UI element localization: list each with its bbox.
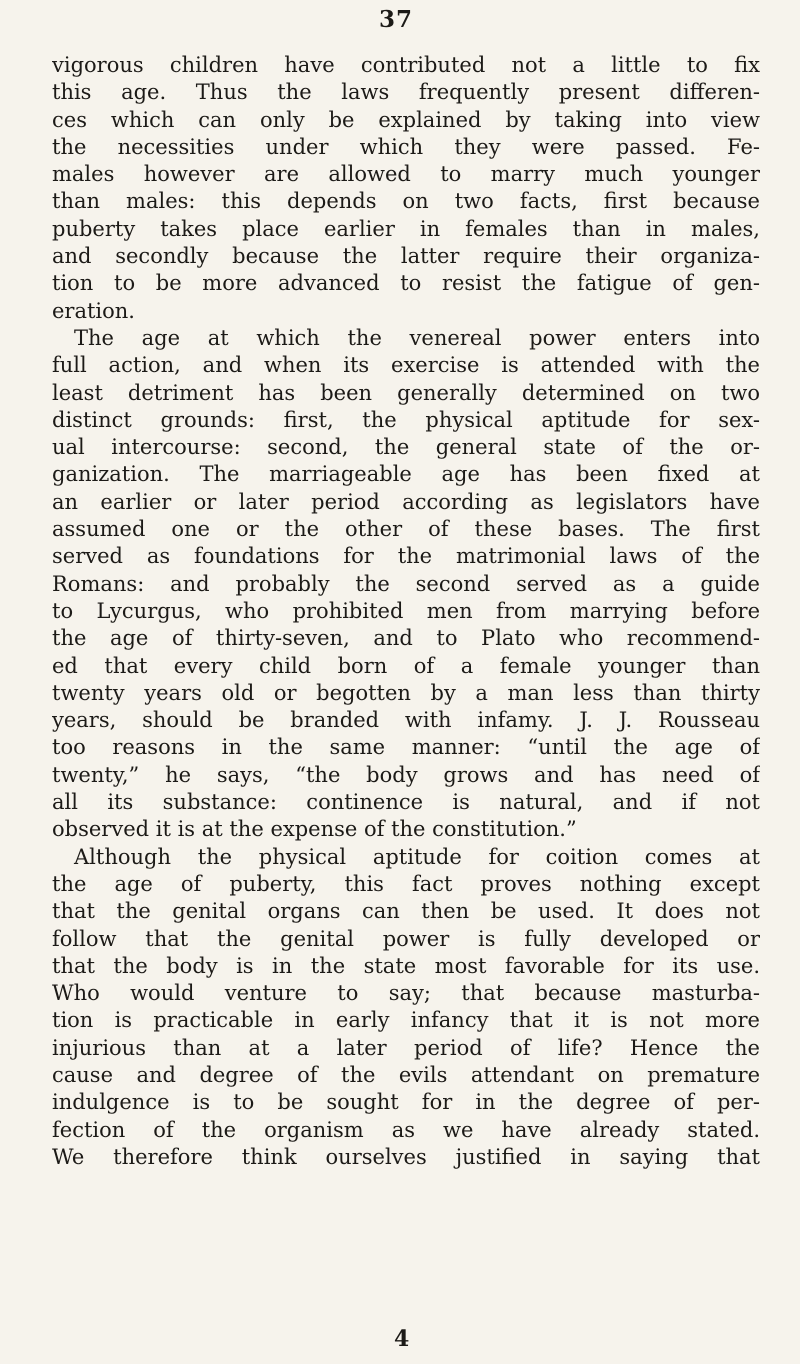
text-line: twenty years old or begotten by a man less than thirty — [52, 680, 760, 705]
text-line: the age of thirty-seven, and to Plato who recommend- — [52, 626, 760, 651]
page-number: 37 — [378, 6, 413, 33]
text-line: ces which can only be explained by taking into view — [52, 107, 760, 132]
text-line: years, should be branded with infamy. J. J. Rousseau — [52, 708, 760, 733]
text-line: injurious than at a later period of life? Hence the — [52, 1035, 760, 1060]
text-line: follow that the genital power is fully developed or — [52, 926, 760, 951]
text-line: the necessities under which they were passed. Fe- — [52, 134, 760, 159]
text-line: tion to be more advanced to resist the fatigue of gen- — [52, 271, 760, 296]
text-line: than males: this depends on two facts, first because — [52, 189, 760, 214]
text-line: too reasons in the same manner: “until the age of — [52, 735, 760, 760]
text-line: ed that every child born of a female younger than — [52, 653, 760, 678]
text-line: all its substance: continence is natural, and if not — [52, 790, 760, 815]
text-line: The age at which the venereal power enters into — [74, 325, 760, 350]
text-line: this age. Thus the laws frequently present differen- — [52, 80, 760, 105]
text-line: cause and degree of the evils attendant on premature — [52, 1062, 760, 1087]
text-line: tion is practicable in early infancy that it is not more — [52, 1008, 760, 1033]
text-line: males however are allowed to marry much younger — [52, 162, 760, 187]
text-line: We therefore think ourselves justified in saying that — [52, 1144, 760, 1169]
text-line: full action, and when its exercise is attended with the — [52, 353, 760, 378]
text-line: twenty,” he says, “the body grows and has need of — [52, 762, 760, 787]
text-line: that the genital organs can then be used. It does not — [52, 899, 760, 924]
text-line: ual intercourse: second, the general state of the or- — [52, 435, 760, 460]
text-line: the age of puberty, this fact proves nothing except — [52, 871, 760, 896]
text-line: Although the physical aptitude for coition comes at — [74, 844, 760, 869]
text-line: to Lycurgus, who prohibited men from marrying before — [52, 598, 760, 623]
text-line: observed it is at the expense of the constitution.” — [52, 817, 577, 842]
text-line: vigorous children have contributed not a little to fix — [52, 53, 760, 77]
text-line: an earlier or later period according as legislators have — [52, 489, 760, 514]
text-line: distinct grounds: first, the physical aptitude for sex- — [52, 407, 760, 432]
text-line: least detriment has been generally determined on two — [52, 380, 760, 405]
signature-mark: 4 — [394, 1326, 410, 1352]
text-line: and secondly because the latter require their organiza- — [52, 244, 760, 269]
text-line: assumed one or the other of these bases. The first — [52, 517, 760, 542]
text-line: served as foundations for the matrimonial laws of the — [52, 544, 760, 569]
body-text — [52, 52, 760, 1171]
text-line: that the body is in the state most favorable for its use. — [52, 953, 760, 978]
text-line: ganization. The marriageable age has been fixed at — [52, 462, 760, 487]
text-line: eration. — [52, 298, 135, 323]
text-line: indulgence is to be sought for in the degree of per- — [52, 1090, 760, 1115]
text-line: Who would venture to say; that because masturba- — [52, 981, 760, 1006]
text-line: puberty takes place earlier in females than in males, — [52, 216, 760, 241]
text-line: fection of the organism as we have already stated. — [52, 1117, 760, 1142]
text-line: Romans: and probably the second served as a guide — [52, 571, 760, 596]
